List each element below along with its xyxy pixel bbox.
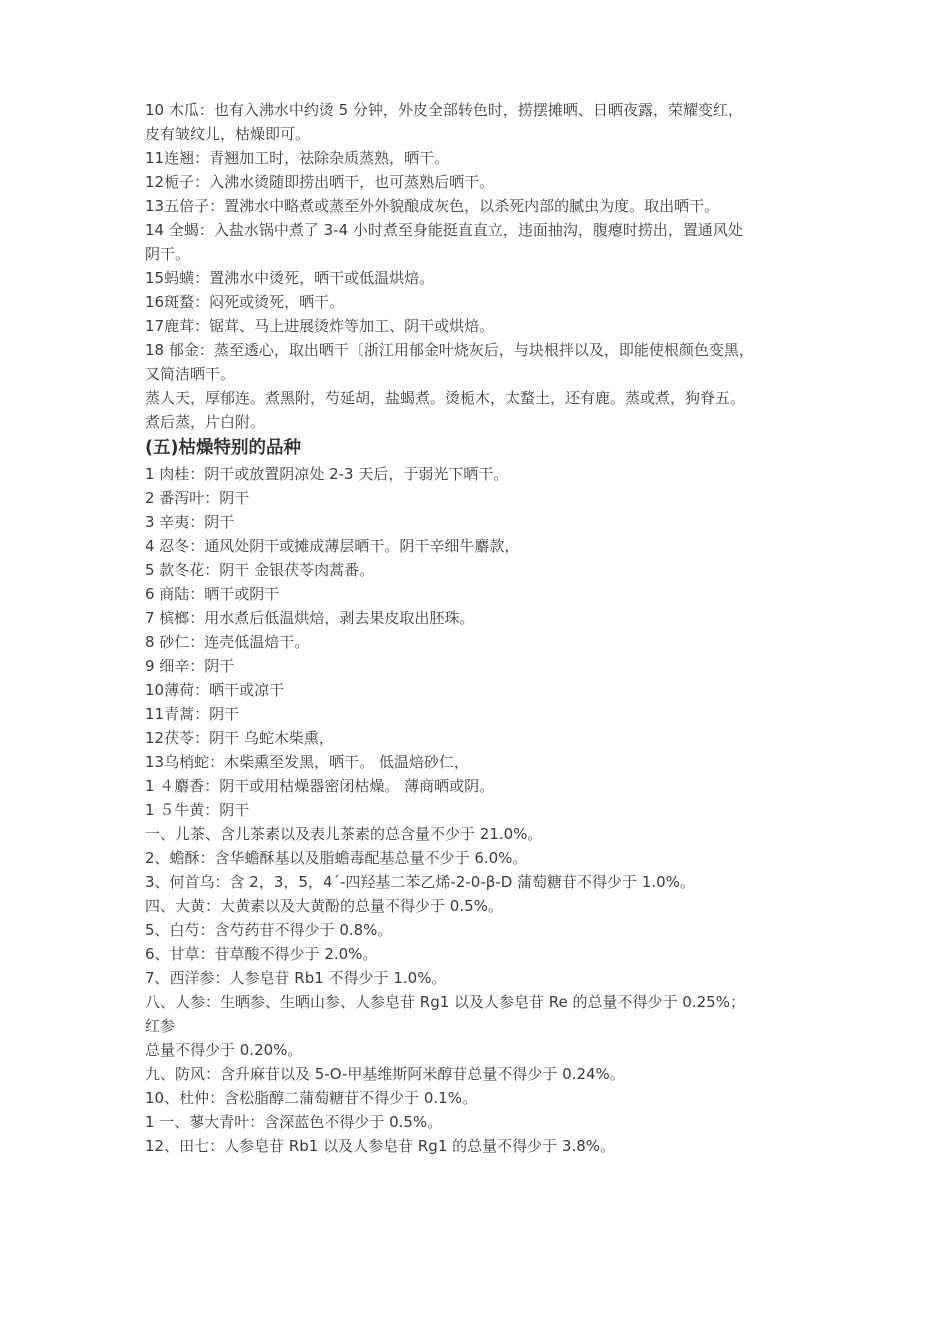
text-line: 2 番泻叶：阴干 — [145, 489, 250, 507]
text-line: 6、甘草：苷草酸不得少于 2.0%。 — [145, 945, 378, 963]
text-line: 8 砂仁：连壳低温焙干。 — [145, 633, 310, 651]
text-line: 红参 — [145, 1017, 176, 1035]
text-line: 10 木瓜：也有入沸水中约烫 5 分钟，外皮全部转色时，捞摆摊晒、日晒夜露，荣耀变红， — [145, 101, 743, 119]
text-line: 6 商陆：晒干或阴干 — [145, 585, 280, 603]
text-line: 15蚂蟥：置沸水中烫死，晒干或低温烘焙。 — [145, 269, 435, 287]
text-line: 13乌梢蛇：木柴熏至发黑，晒干。 低温焙砂仁， — [145, 753, 469, 771]
text-line: 10、杜仲：含松脂醇二蒲萄糖苷不得少于 0.1%。 — [145, 1089, 477, 1107]
text-line: 八、人参：生晒参、生晒山参、人参皂苷 Rg1 以及人参皂苷 Re 的总量不得少于 0.25%； — [145, 993, 745, 1011]
text-line: 1 ４麝香：阴干或用枯燥器密闭枯燥。 薄商晒或阴。 — [145, 777, 495, 795]
drying-methods-list — [145, 98, 825, 434]
text-line: 12茯苓：阴干 乌蛇木柴熏， — [145, 729, 334, 747]
text-line: 5、白芍：含芍药苷不得少于 0.8%。 — [145, 921, 393, 939]
text-line: 12栀子：入沸水烫随即捞出晒干，也可蒸熟后晒干。 — [145, 173, 495, 191]
text-line: 11连翘：青翘加工时，祛除杂质蒸熟，晒干。 — [145, 149, 450, 167]
text-line: 4 忍冬：通风处阴干或摊成薄层晒干。阴干辛细牛麝款， — [145, 537, 520, 555]
text-line: 蒸人天，厚郁连。煮黑附，芍延胡，盐蝎煮。烫栀木，太蝥土，还有鹿。蒸或煮，狗脊五。 — [145, 389, 746, 407]
text-line: 总量不得少于 0.20%。 — [145, 1041, 303, 1059]
text-line: 3 辛夷：阴干 — [145, 513, 235, 531]
text-line: 阴干。 — [145, 245, 191, 263]
text-line: 煮后蒸，片白附。 — [145, 413, 266, 431]
section-heading: (五)枯燥特别的品种 — [145, 438, 301, 458]
text-line: 2、蟾酥：含华蟾酥基以及脂蟾毒配基总量不少于 6.0%。 — [145, 849, 528, 867]
text-line: 7、西洋参：人参皂苷 Rb1 不得少于 1.0%。 — [145, 969, 447, 987]
text-line: 12、田七：人参皂苷 Rb1 以及人参皂苷 Rg1 的总量不得少于 3.8%。 — [145, 1137, 616, 1155]
content-requirements-list — [145, 822, 825, 1158]
text-line: 18 郁金：蒸至透心，取出晒干〔浙江用郁金叶烧灰后，与块根拌以及，即能使根颜色变黑， — [145, 341, 754, 359]
document-body — [145, 98, 825, 1158]
text-line: 7 槟榔：用水煮后低温烘焙，剥去果皮取出胚珠。 — [145, 609, 475, 627]
text-line: 11青蒿：阴干 — [145, 705, 240, 723]
text-line: 13五倍子：置沸水中略煮或蒸至外外貌酿成灰色，以杀死内部的腻虫为度。取出晒干。 — [145, 197, 720, 215]
text-line: 5 款冬花：阴干 金银茯苓肉蒿番。 — [145, 561, 375, 579]
text-line: 10薄荷：晒干或凉干 — [145, 681, 285, 699]
text-line: 皮有皱纹儿，枯燥即可。 — [145, 125, 311, 143]
text-line: 1 ５牛黄：阴干 — [145, 801, 250, 819]
text-line: 16斑蝥：闷死或烫死，晒干。 — [145, 293, 345, 311]
text-line: 九、防风：含升麻苷以及 5-O-甲基维斯阿米醇苷总量不得少于 0.24%。 — [145, 1065, 625, 1083]
text-line: 1 一、蓼大青叶：含深蓝色不得少于 0.5%。 — [145, 1113, 443, 1131]
text-line: 3、何首乌：含 2，3，5，4´-四羟基二苯乙烯-2-0-β-D 蒲萄糖苷不得少于 1.0%。 — [145, 873, 695, 891]
text-line: 1 肉桂：阴干或放置阴凉处 2-3 天后，于弱光下晒干。 — [145, 465, 509, 483]
text-line: 四、大黄：大黄素以及大黄酚的总量不得少于 0.5%。 — [145, 897, 503, 915]
text-line: 9 细辛：阴干 — [145, 657, 235, 675]
text-line: 又简洁晒干。 — [145, 365, 236, 383]
text-line: 17鹿茸：锯茸、马上进展烫炸等加工、阴干或烘焙。 — [145, 317, 495, 335]
text-line: 一、儿茶、含儿茶素以及表儿茶素的总含量不少于 21.0%。 — [145, 825, 543, 843]
text-line: 14 全蝎：入盐水锅中煮了 3-4 小时煮至身能挺直直立，违面抽沟，腹瘪时捞出，置通风处 — [145, 221, 743, 239]
special-drying-list — [145, 462, 825, 822]
